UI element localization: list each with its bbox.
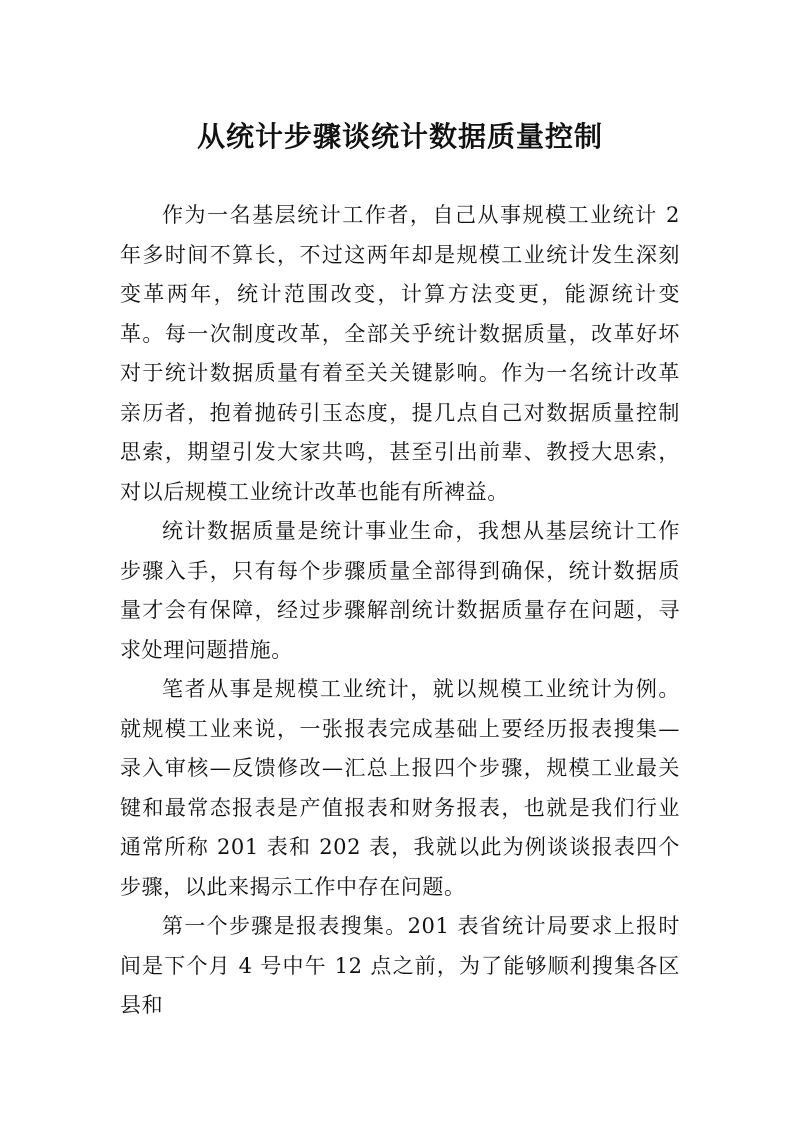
paragraph-2: 统计数据质量是统计事业生命，我想从基层统计工作步骤入手，只有每个步骤质量全部得到确保，统计数据质量才会有保障，经过步骤解剖统计数据质量存在问题，寻求处理问题措施。 [120, 519, 680, 662]
paragraph-4: 第一个步骤是报表搜集。201 表省统计局要求上报时间是下个月 4 号中午 12 点之前，为了能够顺利搜集各区县和 [120, 914, 680, 1017]
document-title: 从统计步骤谈统计数据质量控制 [196, 119, 603, 153]
document-body [120, 196, 680, 1026]
paragraph-3: 笔者从事是规模工业统计，就以规模工业统计为例。就规模工业来说，一张报表完成基础上要经历报表搜集—录入审核—反馈修改—汇总上报四个步骤，规模工业最关键和最常态报表是产值报表和财务报表，也就是我们行业通常所称 201 表和 202 表，我就以此为例谈谈报表四个步骤，以此来揭示工作中存在问题。 [120, 677, 680, 899]
paragraph-1: 作为一名基层统计工作者，自己从事规模工业统计 2 年多时间不算长，不过这两年却是规模工业统计发生深刻变革两年，统计范围改变，计算方法变更，能源统计变革。每一次制度改革，全部关乎统计数据质量，改革好坏对于统计数据质量有着至关关键影响。作为一名统计改革亲历者，抱着抛砖引玉态度，提几点自己对数据质量控制思索，期望引发大家共鸣，甚至引出前辈、教授大思索，对以后规模工业统计改革也能有所裨益。 [120, 203, 680, 504]
